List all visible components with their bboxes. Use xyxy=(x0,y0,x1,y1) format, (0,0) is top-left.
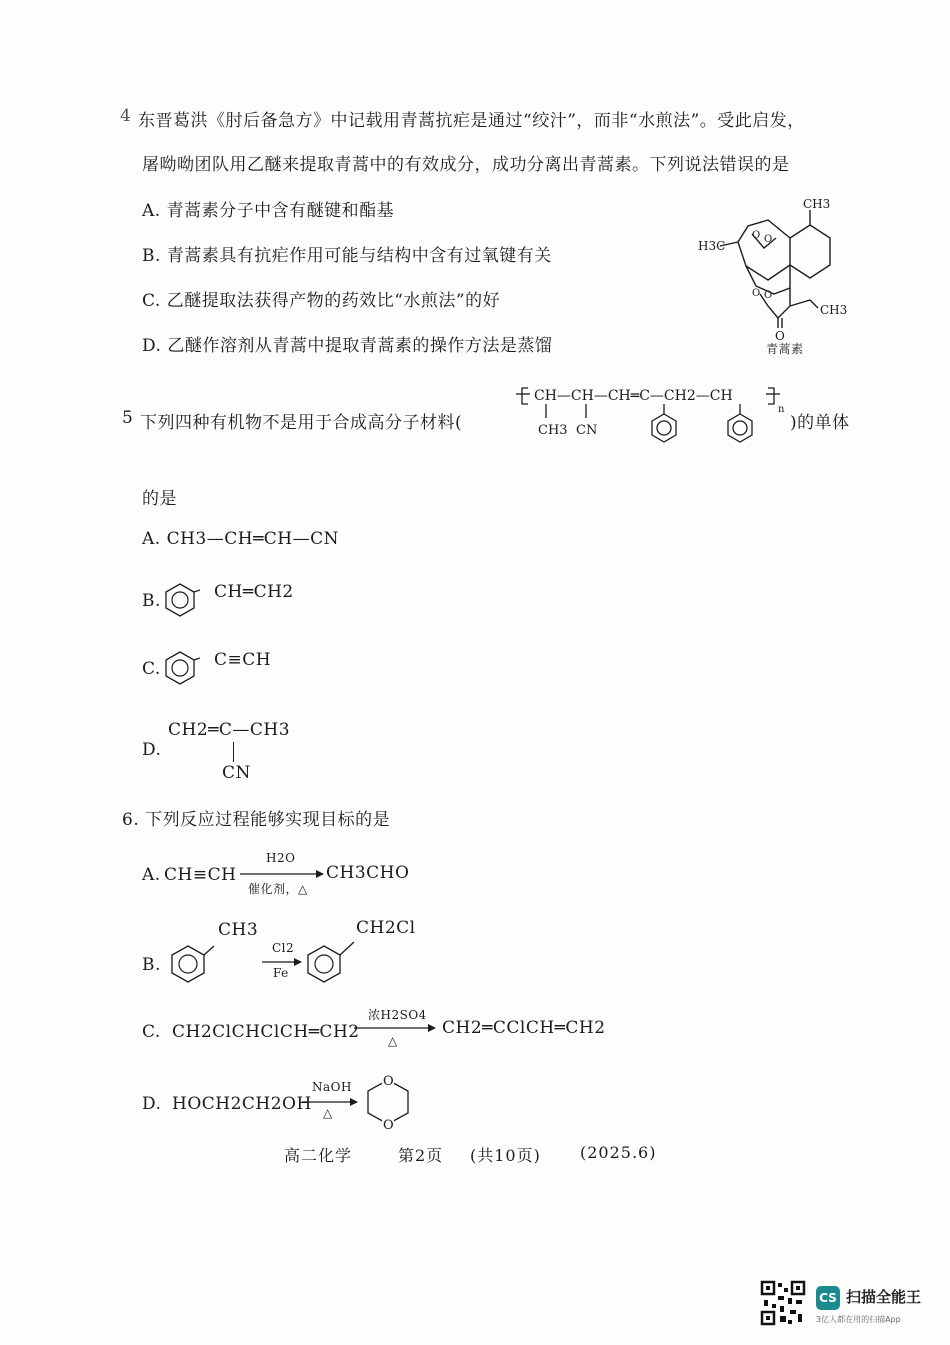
q6-b-above: Cl2 xyxy=(272,941,295,955)
svg-text:O: O xyxy=(383,1118,394,1133)
svg-text:O: O xyxy=(764,290,773,301)
benzyl-chloride-structure xyxy=(304,936,356,986)
svg-text:O: O xyxy=(775,329,785,343)
footer-subject: 高二化学 xyxy=(284,1146,353,1165)
q6-b-below: Fe xyxy=(273,966,289,980)
q6-c-above: 浓H2SO4 xyxy=(368,1008,427,1022)
q6-b-start-sub: CH3 xyxy=(218,920,259,940)
svg-text:CN: CN xyxy=(576,423,598,438)
q5-polymer-structure xyxy=(516,380,788,460)
svg-text:O: O xyxy=(752,288,761,299)
footer-page: 第2页 xyxy=(398,1146,444,1165)
q5-option-c-formula: C≡CH xyxy=(214,650,272,670)
q5-number: 5 xyxy=(122,408,134,428)
q6-b-label: B. xyxy=(142,955,161,975)
q4-option-b: B. 青蒿素具有抗疟作用可能与结构中含有过氧键有关 xyxy=(142,246,552,266)
q6-a-reactant: CH≡CH xyxy=(164,865,237,885)
q5-option-d-label: D. xyxy=(142,740,162,760)
q5-option-d-formula: CH2═C—CH3 xyxy=(168,720,291,740)
footer-total: (共10页) xyxy=(470,1146,541,1165)
svg-text:CH3: CH3 xyxy=(538,423,568,438)
q5-option-a: A. CH3—CH═CH—CN xyxy=(142,529,340,549)
q5-stem-after: )的单体 xyxy=(790,413,850,433)
reaction-arrow-icon xyxy=(354,1022,436,1034)
svg-text:CH—CH—CH═C—CH2—CH: CH—CH—CH═C—CH2—CH xyxy=(534,388,733,404)
camscanner-logo: CS xyxy=(816,1286,840,1310)
q6-b-end-sub: CH2Cl xyxy=(356,918,416,938)
q5-stem-line2: 的是 xyxy=(142,489,177,509)
q6-d-reactant: HOCH2CH2OH xyxy=(172,1094,312,1114)
q6-c-label: C. xyxy=(142,1022,161,1042)
svg-text:O: O xyxy=(764,234,773,245)
q4-number: 4 xyxy=(120,106,132,126)
camscanner-tagline: 3亿人都在用的扫描App xyxy=(816,1315,901,1324)
q6-c-below: △ xyxy=(388,1034,398,1048)
toluene-structure xyxy=(168,936,214,986)
svg-text:CH3: CH3 xyxy=(803,197,831,211)
svg-text:O: O xyxy=(383,1074,394,1089)
footer-date: (2025.6) xyxy=(580,1143,657,1162)
q5-option-d-bond xyxy=(233,742,234,762)
dioxane-structure xyxy=(360,1070,416,1134)
q6-a-below: 催化剂，△ xyxy=(248,882,308,896)
q6-d-label: D. xyxy=(142,1094,162,1114)
q6-a-above: H2O xyxy=(266,851,296,865)
q6-a-product: CH3CHO xyxy=(326,863,410,883)
svg-text:n: n xyxy=(778,404,785,415)
q4-option-a: A. 青蒿素分子中含有醚键和酯基 xyxy=(142,201,395,221)
svg-text:CH3: CH3 xyxy=(820,303,848,317)
reaction-arrow-icon xyxy=(240,868,324,880)
q5-stem-before: 下列四种有机物不是用于合成高分子材料( xyxy=(140,413,463,433)
artemisinin-structure xyxy=(690,190,860,360)
svg-text:O: O xyxy=(752,230,761,241)
qr-code-icon xyxy=(760,1280,806,1326)
q5-option-b-label: B. xyxy=(142,591,161,611)
benzene-ring-icon xyxy=(160,580,200,620)
q5-option-c-label: C. xyxy=(142,659,161,679)
q5-option-b-formula: CH═CH2 xyxy=(214,582,294,602)
camscanner-name: 扫描全能王 xyxy=(846,1288,922,1306)
svg-text:H3C: H3C xyxy=(698,239,726,253)
q4-option-c: C. 乙醚提取法获得产物的药效比“水煎法”的好 xyxy=(142,291,501,311)
q4-option-d: D. 乙醚作溶剂从青蒿中提取青蒿素的操作方法是蒸馏 xyxy=(142,336,553,356)
q6-c-product: CH2═CClCH═CH2 xyxy=(442,1018,606,1038)
q6-d-below: △ xyxy=(323,1106,333,1120)
q6-a-label: A. xyxy=(142,865,161,885)
q4-stem-line1: 东晋葛洪《肘后备急方》中记载用青蒿抗疟是通过“绞汁”，而非“水煎法”。受此启发， xyxy=(138,111,805,131)
benzene-ring-icon xyxy=(160,648,200,688)
scanner-watermark xyxy=(760,1280,940,1330)
q5-option-d-sub: CN xyxy=(222,763,251,783)
q6-c-reactant: CH2ClCHClCH═CH2 xyxy=(172,1022,360,1042)
q6-d-above: NaOH xyxy=(312,1080,352,1094)
q4-stem-line2: 屠呦呦团队用乙醚来提取青蒿中的有效成分，成功分离出青蒿素。下列说法错误的是 xyxy=(142,155,790,175)
q4-figure-caption: 青蒿素 xyxy=(766,342,804,356)
q6-stem: 6. 下列反应过程能够实现目标的是 xyxy=(122,810,391,830)
